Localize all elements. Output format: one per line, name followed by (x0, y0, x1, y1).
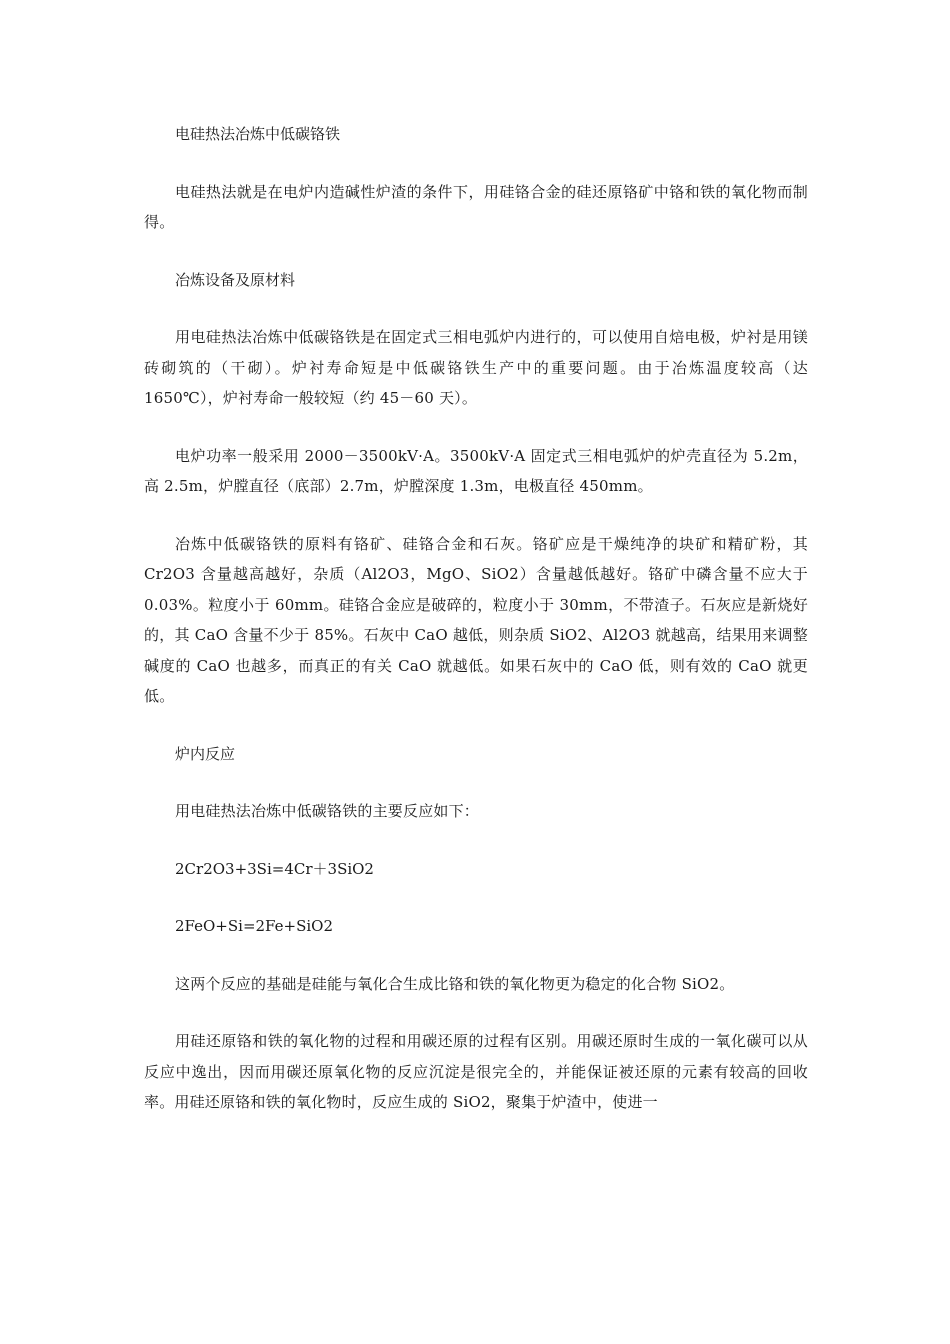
equipment-paragraph: 用电硅热法冶炼中低碳铬铁是在固定式三相电弧炉内进行的，可以使用自焙电极，炉衬是用镁砖砌筑的（干砌）。炉衬寿命短是中低碳铬铁生产中的重要问题。由于冶炼温度较高（达 1650℃），炉衬寿命一般较短（约 45－60 天）。 (144, 328, 808, 407)
document-body (144, 119, 808, 1118)
power-paragraph: 电炉功率一般采用 2000－3500kV·A。3500kV·A 固定式三相电弧炉的炉壳直径为 5.2m，高 2.5m，炉膛直径（底部）2.7m，炉膛深度 1.3m，电极直径 450mm。 (144, 446, 808, 495)
reactions-intro-paragraph: 用电硅热法冶炼中低碳铬铁的主要反应如下： (175, 802, 480, 820)
equation-iron: 2FeO+Si=2Fe+SiO2 (175, 917, 334, 935)
intro-paragraph: 电硅热法就是在电炉内造碱性炉渣的条件下，用硅铬合金的硅还原铬矿中铬和铁的氧化物而制得。 (144, 182, 808, 231)
section-heading-reactions: 炉内反应 (175, 744, 236, 763)
document-title: 电硅热法冶炼中低碳铬铁 (175, 125, 341, 143)
difference-paragraph: 用硅还原铬和铁的氧化物的过程和用碳还原的过程有区别。用碳还原时生成的一氧化碳可以从反应中逸出，因而用碳还原氧化物的反应沉淀是很完全的，并能保证被还原的元素有较高的回收率。用硅还原铬和铁的氧化物时，反应生成的 SiO2，聚集于炉渣中，使进一 (144, 1032, 808, 1111)
equation-chromium: 2Cr2O3+3Si=4Cr＋3SiO2 (175, 859, 374, 878)
basis-paragraph: 这两个反应的基础是硅能与氧化合生成比铬和铁的氧化物更为稳定的化合物 SiO2。 (175, 974, 735, 993)
section-heading-equipment: 冶炼设备及原材料 (175, 270, 296, 289)
materials-paragraph: 冶炼中低碳铬铁的原料有铬矿、硅铬合金和石灰。铬矿应是干燥纯净的块矿和精矿粉，其 Cr2O3 含量越高越好，杂质（Al2O3，MgO、SiO2）含量越低越好。铬矿中磷含量不应大于 0.03%。粒度小于 60mm。硅铬合金应是破碎的，粒度小于 30mm，不带渣子。石灰应是新烧好的，其 CaO 含量不少于 85%。石灰中 CaO 越低，则杂质 SiO2、Al2O3 就越高，结果用来调整碱度的 CaO 也越多，而真正的有关 CaO 就越低。如果石灰中的 CaO 低，则有效的 CaO 就更低。 (144, 534, 808, 705)
